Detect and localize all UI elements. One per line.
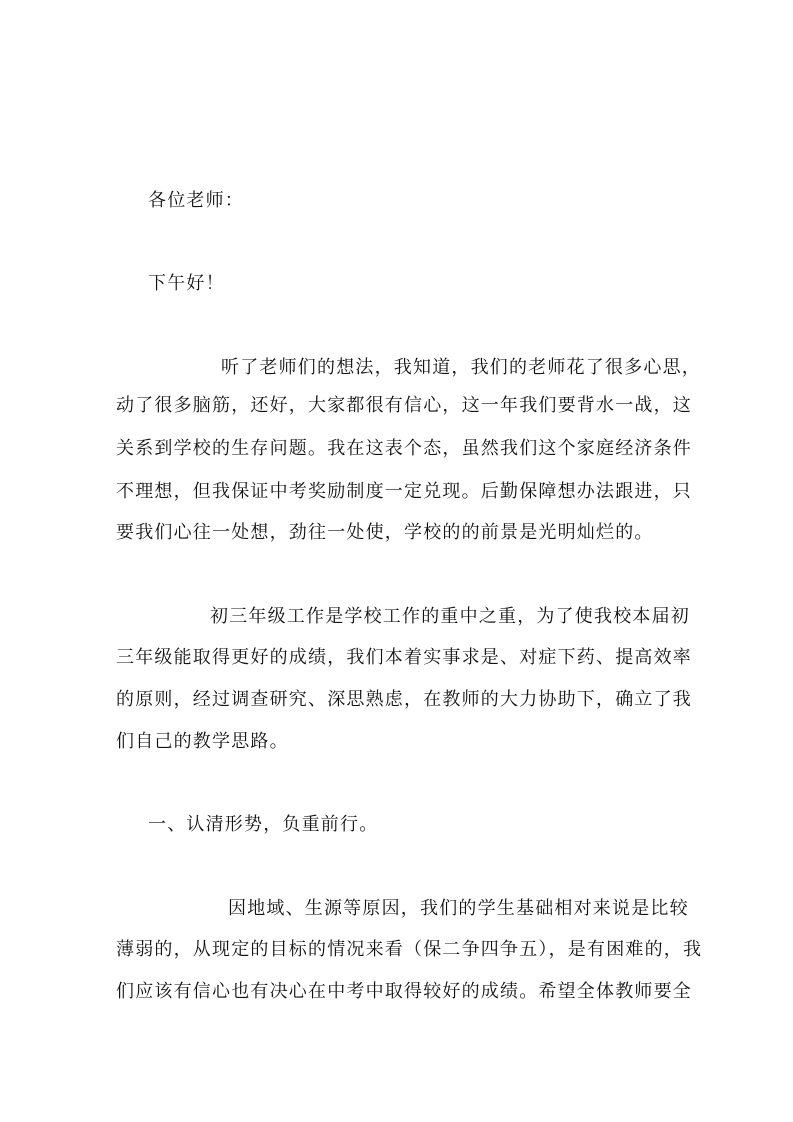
paragraph-line: 三年级能取得更好的成绩，我们本着实事求是、对症下药、提高效率	[116, 647, 692, 668]
paragraph-line: 初三年级工作是学校工作的重中之重，为了使我校本届初	[210, 606, 690, 627]
paragraph-line: 薄弱的，从现定的目标的情况来看（保二争四争五），是有困难的，我	[116, 939, 703, 960]
paragraph-line: 们应该有信心也有决心在中考中取得较好的成绩。希望全体教师要全	[116, 981, 692, 1002]
paragraph-line: 动了很多脑筋，还好，大家都很有信心，这一年我们要背水一战，这	[116, 395, 692, 416]
paragraph-line: 们自己的教学思路。	[116, 731, 289, 752]
paragraph-line: 听了老师们的想法，我知道，我们的老师花了很多心思，	[221, 357, 701, 378]
salutation: 下午好！	[148, 273, 225, 294]
paragraph-line: 要我们心往一处想，劲往一处使，学校的的前景是光明灿烂的。	[116, 522, 654, 543]
paragraph-line: 关系到学校的生存问题。我在这表个态，虽然我们这个家庭经济条件	[116, 438, 692, 459]
paragraph-line: 因地域、生源等原因，我们的学生基础相对来说是比较	[228, 898, 689, 919]
paragraph-line: 不理想，但我保证中考奖励制度一定兑现。后勤保障想办法跟进，只	[116, 481, 692, 502]
greeting: 各位老师：	[148, 190, 244, 211]
paragraph-line: 的原则，经过调查研究、深思熟虑，在教师的大力协助下，确立了我	[116, 689, 692, 710]
section-heading: 一、认清形势，负重前行。	[148, 814, 379, 835]
